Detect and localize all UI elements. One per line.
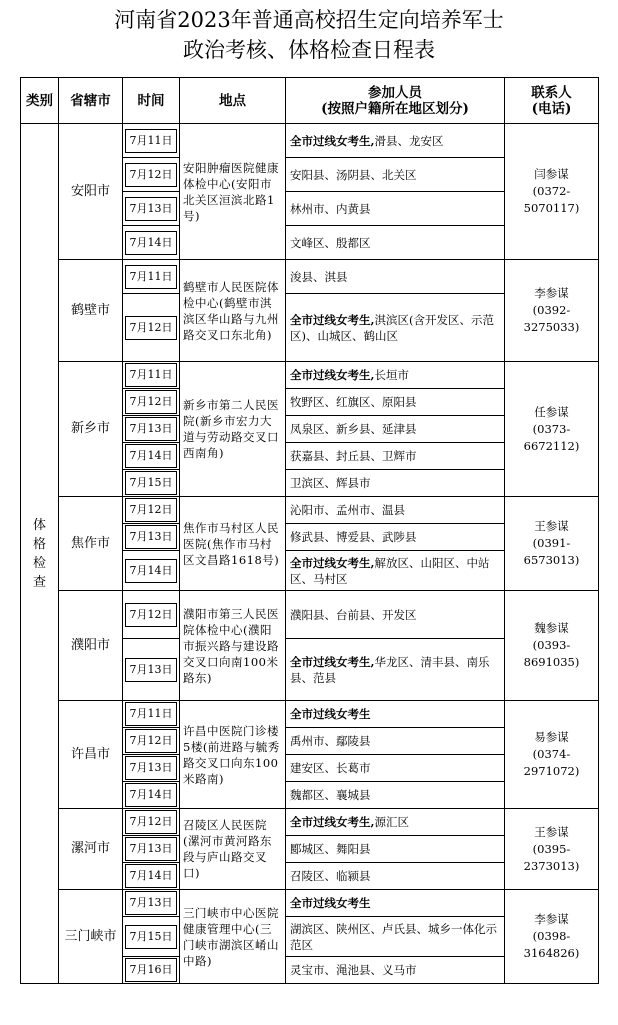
contact-name: 王参谋	[534, 824, 569, 839]
exam-date: 7月13日	[125, 891, 177, 915]
contact-name: 魏参谋	[534, 621, 569, 635]
participants-cell	[286, 755, 505, 782]
contact-cell	[505, 124, 599, 260]
participant-areas: 浚县、淇县	[290, 269, 348, 284]
header-participants-line1: 参加人员	[368, 84, 422, 101]
date-cell	[123, 755, 180, 782]
participants-cell	[286, 957, 505, 984]
location-cell: 新乡市第二人民医院(新乡市宏力大道与劳动路交叉口西南角)	[180, 362, 286, 497]
participants-cell	[286, 639, 505, 701]
female-candidates-label: 全市过线女考生,	[290, 815, 375, 829]
participants-cell	[286, 728, 505, 755]
exam-date: 7月13日	[125, 525, 177, 549]
participant-areas: 源汇区	[374, 815, 410, 829]
participant-areas: 魏都区、襄城县	[290, 788, 371, 802]
participants-cell	[286, 416, 505, 443]
participants-cell	[286, 782, 505, 809]
participant-areas: 禹州市、鄢陵县	[290, 734, 371, 748]
participant-areas: 灵宝市、渑池县、义马市	[290, 963, 417, 977]
exam-date: 7月13日	[125, 837, 177, 861]
exam-date: 7月13日	[125, 417, 177, 441]
document-title-line1: 河南省2023年普通高校招生定向培养军士	[114, 8, 504, 32]
category-label: 体格检查	[32, 517, 46, 590]
date-cell	[123, 260, 180, 294]
contact-phone: (0391-6573013)	[523, 536, 580, 567]
participant-areas: 建安区、长葛市	[290, 761, 371, 775]
header-contact-line2: (电话)	[531, 100, 572, 117]
exam-date: 7月14日	[125, 559, 177, 583]
city-name: 安阳市	[59, 124, 123, 260]
exam-date: 7月14日	[125, 864, 177, 888]
female-candidates-label: 全市过线女考生,	[290, 368, 375, 382]
date-cell	[123, 701, 180, 728]
date-cell	[123, 809, 180, 836]
participant-areas: 湖滨区、陕州区、卢氏县、城乡一体化示范区	[290, 921, 497, 952]
contact-cell	[505, 701, 599, 809]
date-cell	[123, 294, 180, 362]
participant-areas: 召陵区、临颍县	[290, 869, 371, 883]
participant-areas: 郾城区、舞阳县	[290, 842, 371, 856]
participant-areas: 沁阳市、孟州市、温县	[290, 503, 405, 517]
exam-date: 7月12日	[125, 316, 177, 340]
date-cell	[123, 389, 180, 416]
participant-areas: 修武县、博爱县、武陟县	[290, 530, 417, 544]
city-name: 焦作市	[59, 497, 123, 591]
header-row	[21, 78, 599, 124]
header-time: 时间	[123, 78, 180, 124]
date-cell	[123, 639, 180, 701]
exam-date: 7月14日	[125, 783, 177, 807]
header-location: 地点	[180, 78, 286, 124]
participants-cell	[286, 863, 505, 890]
contact-phone: (0395-2373013)	[523, 841, 580, 873]
participants-cell	[286, 917, 505, 957]
contact-cell	[505, 591, 599, 701]
contact-cell	[505, 497, 599, 591]
date-cell	[123, 917, 180, 957]
participant-areas: 文峰区、殷都区	[290, 235, 371, 250]
female-candidates-label: 全市过线女考生	[290, 896, 371, 910]
participants-cell	[286, 809, 505, 836]
participants-cell	[286, 470, 505, 497]
participant-areas: 获嘉县、封丘县、卫辉市	[290, 449, 417, 463]
location-cell: 鹤壁市人民医院体检中心(鹤壁市淇滨区华山路与九州路交叉口东北角)	[180, 260, 286, 362]
participants-cell	[286, 701, 505, 728]
exam-date: 7月12日	[125, 603, 177, 627]
date-cell	[123, 416, 180, 443]
participants-cell	[286, 497, 505, 524]
schedule-table	[20, 77, 599, 984]
contact-name: 李参谋	[534, 286, 569, 300]
city-name: 鹤壁市	[59, 260, 123, 362]
header-category: 类别	[21, 78, 59, 124]
date-cell	[123, 362, 180, 389]
exam-date: 7月13日	[125, 756, 177, 780]
city-name: 漯河市	[59, 809, 123, 890]
contact-phone: (0393-8691035)	[523, 638, 580, 669]
participants-cell	[286, 192, 505, 226]
contact-name: 任参谋	[534, 404, 569, 419]
city-name: 三门峡市	[59, 890, 123, 984]
contact-cell	[505, 260, 599, 362]
header-participants-line2: (按照户籍所在地区划分)	[321, 100, 469, 117]
contact-phone: (0372-5070117)	[523, 184, 580, 215]
table-row	[21, 890, 599, 917]
date-cell	[123, 470, 180, 497]
contact-phone: (0373-6672112)	[523, 421, 580, 453]
city-name: 新乡市	[59, 362, 123, 497]
participant-areas: 牧野区、红旗区、原阳县	[290, 395, 417, 409]
header-contact-line1: 联系人	[531, 84, 572, 101]
participants-cell	[286, 551, 505, 591]
contact-name: 李参谋	[534, 912, 569, 926]
city-name: 濮阳市	[59, 591, 123, 701]
female-candidates-label: 全市过线女考生,	[290, 555, 375, 570]
table-row	[21, 362, 599, 389]
participant-areas: 淇滨区(含开发区、示范区)、山城区、鹤山区	[290, 312, 495, 343]
female-candidates-label: 全市过线女考生	[290, 707, 371, 721]
participant-areas: 凤泉区、新乡县、延津县	[290, 422, 417, 436]
participants-cell	[286, 836, 505, 863]
date-cell	[123, 226, 180, 260]
location-cell: 三门峡市中心医院健康管理中心(三门峡市湖滨区崤山中路)	[180, 890, 286, 984]
date-cell	[123, 836, 180, 863]
table-row	[21, 497, 599, 524]
exam-date: 7月12日	[125, 390, 177, 414]
contact-phone: (0374-2971072)	[523, 747, 580, 778]
date-cell	[123, 957, 180, 984]
date-cell	[123, 497, 180, 524]
city-name: 许昌市	[59, 701, 123, 809]
header-participants	[286, 78, 505, 124]
date-cell	[123, 782, 180, 809]
exam-date: 7月12日	[125, 498, 177, 522]
exam-date: 7月11日	[125, 265, 177, 289]
participant-areas: 长垣市	[374, 368, 410, 382]
contact-phone: (0392-3275033)	[523, 303, 580, 334]
participants-cell	[286, 524, 505, 551]
participant-areas: 滑县、龙安区	[374, 133, 444, 148]
date-cell	[123, 158, 180, 192]
contact-phone: (0398-3164826)	[523, 929, 580, 960]
participant-areas: 安阳县、汤阴县、北关区	[290, 167, 417, 182]
exam-date: 7月14日	[125, 444, 177, 468]
contact-name: 易参谋	[534, 730, 569, 744]
female-candidates-label: 全市过线女考生,	[290, 133, 375, 148]
table-row	[21, 809, 599, 836]
exam-date: 7月12日	[125, 729, 177, 753]
contact-name: 闫参谋	[534, 167, 569, 181]
header-city: 省辖市	[59, 78, 123, 124]
female-candidates-label: 全市过线女考生,	[290, 654, 375, 669]
exam-date: 7月16日	[125, 958, 177, 982]
participants-cell	[286, 443, 505, 470]
exam-date: 7月15日	[125, 925, 177, 949]
location-cell: 濮阳市第三人民医院体检中心(濮阳市振兴路与建设路交叉口向南100米路东)	[180, 591, 286, 701]
participants-cell	[286, 226, 505, 260]
location-cell: 召陵区人民医院(漯河市黄河路东段与庐山路交叉口)	[180, 809, 286, 890]
date-cell	[123, 551, 180, 591]
table-row	[21, 260, 599, 294]
participants-cell	[286, 294, 505, 362]
date-cell	[123, 890, 180, 917]
participants-cell	[286, 389, 505, 416]
date-cell	[123, 728, 180, 755]
category-cell	[21, 124, 59, 984]
contact-name: 王参谋	[534, 519, 569, 533]
date-cell	[123, 591, 180, 639]
document-title-line2: 政治考核、体格检查日程表	[183, 38, 435, 62]
date-cell	[123, 524, 180, 551]
exam-date: 7月15日	[125, 471, 177, 495]
participant-areas: 华龙区、清丰县、南乐县、范县	[290, 654, 490, 685]
contact-cell	[505, 362, 599, 497]
date-cell	[123, 863, 180, 890]
location-cell: 焦作市马村区人民医院(焦作市马村区文昌路1618号)	[180, 497, 286, 591]
date-cell	[123, 443, 180, 470]
date-cell	[123, 192, 180, 226]
location-cell: 许昌中医院门诊楼5楼(前进路与毓秀路交叉口向东100米路南)	[180, 701, 286, 809]
date-cell	[123, 124, 180, 158]
table-row	[21, 701, 599, 728]
location-cell: 安阳肿瘤医院健康体检中心(安阳市北关区洹滨北路1号)	[180, 124, 286, 260]
exam-date: 7月13日	[125, 658, 177, 682]
participants-cell	[286, 591, 505, 639]
participants-cell	[286, 260, 505, 294]
participant-areas: 濮阳县、台前县、开发区	[290, 607, 417, 622]
exam-date: 7月11日	[125, 129, 177, 153]
participants-cell	[286, 158, 505, 192]
participant-areas: 卫滨区、辉县市	[290, 476, 371, 490]
contact-cell	[505, 890, 599, 984]
participants-cell	[286, 890, 505, 917]
participant-areas: 解放区、山阳区、中站区、马村区	[290, 555, 490, 586]
table-row	[21, 591, 599, 639]
exam-date: 7月12日	[125, 810, 177, 834]
participants-cell	[286, 124, 505, 158]
table-row	[21, 124, 599, 158]
exam-date: 7月11日	[125, 363, 177, 387]
participants-cell	[286, 362, 505, 389]
exam-date: 7月14日	[125, 231, 177, 255]
exam-date: 7月12日	[125, 163, 177, 187]
participant-areas: 林州市、内黄县	[290, 201, 371, 216]
exam-date: 7月11日	[125, 702, 177, 726]
header-contact	[505, 78, 599, 124]
contact-cell	[505, 809, 599, 890]
exam-date: 7月13日	[125, 197, 177, 221]
female-candidates-label: 全市过线女考生,	[290, 312, 375, 327]
